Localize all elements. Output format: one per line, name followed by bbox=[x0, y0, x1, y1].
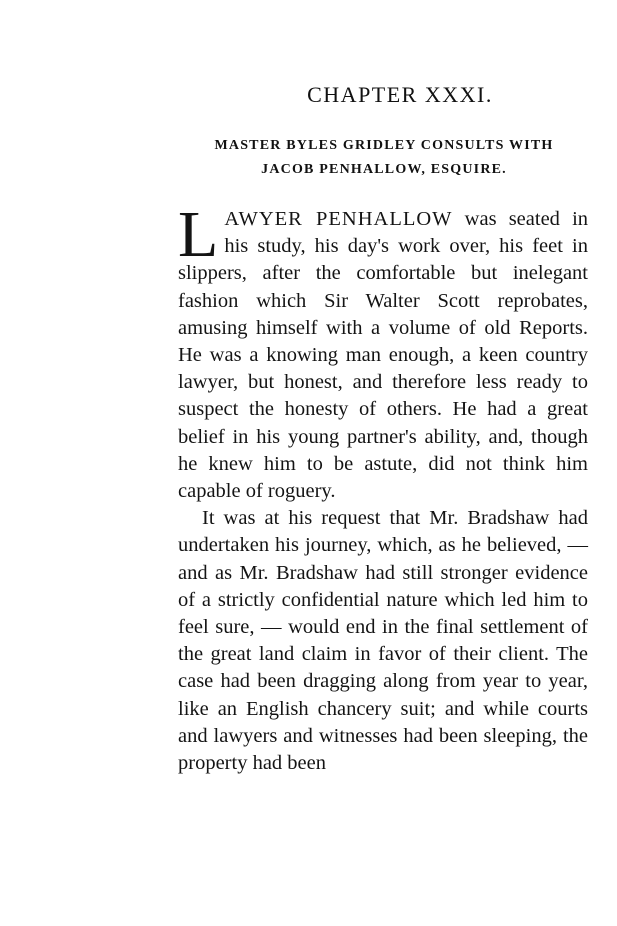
paragraph-1 bbox=[178, 198, 589, 505]
paragraph-2: It was at his request that Mr. Bradshaw had undertaken his journey, which, as he believed, — and as Mr. Bradshaw had still stronger evidence of a strictly confidential nature which led him to feel sure, — would end in the final settlement of the great land claim in favor of their client. The case had been dragging along from year to year, like an English chancery suit; and while courts and lawyers and witnesses had been sleeping, the property had been bbox=[178, 507, 588, 775]
chapter-title: CHAPTER XXXI. bbox=[307, 82, 493, 107]
paragraph-1-text: was seated in his study, his day's work over, his feet in slippers, after the comfortable but inelegant fashion which Sir Walter Scott reprobates, amusing himself with a volume of old Reports. He was a knowing man enough, a keen country lawyer, but honest, and therefore less ready to suspect the honesty of others. He had a great belief in his young partner's ability, and, though he knew him to be astute, did not think him capable of roguery. bbox=[178, 208, 589, 503]
chapter-subtitle bbox=[178, 134, 590, 182]
chapter-subtitle-line-1: MASTER BYLES GRIDLEY CONSULTS WITH bbox=[214, 138, 554, 153]
drop-cap: L bbox=[178, 198, 219, 271]
chapter-body bbox=[178, 198, 589, 777]
opening-small-caps: AWYER PENHALLOW bbox=[224, 208, 453, 230]
chapter-subtitle-line-2: JACOB PENHALLOW, ESQUIRE. bbox=[261, 162, 507, 177]
